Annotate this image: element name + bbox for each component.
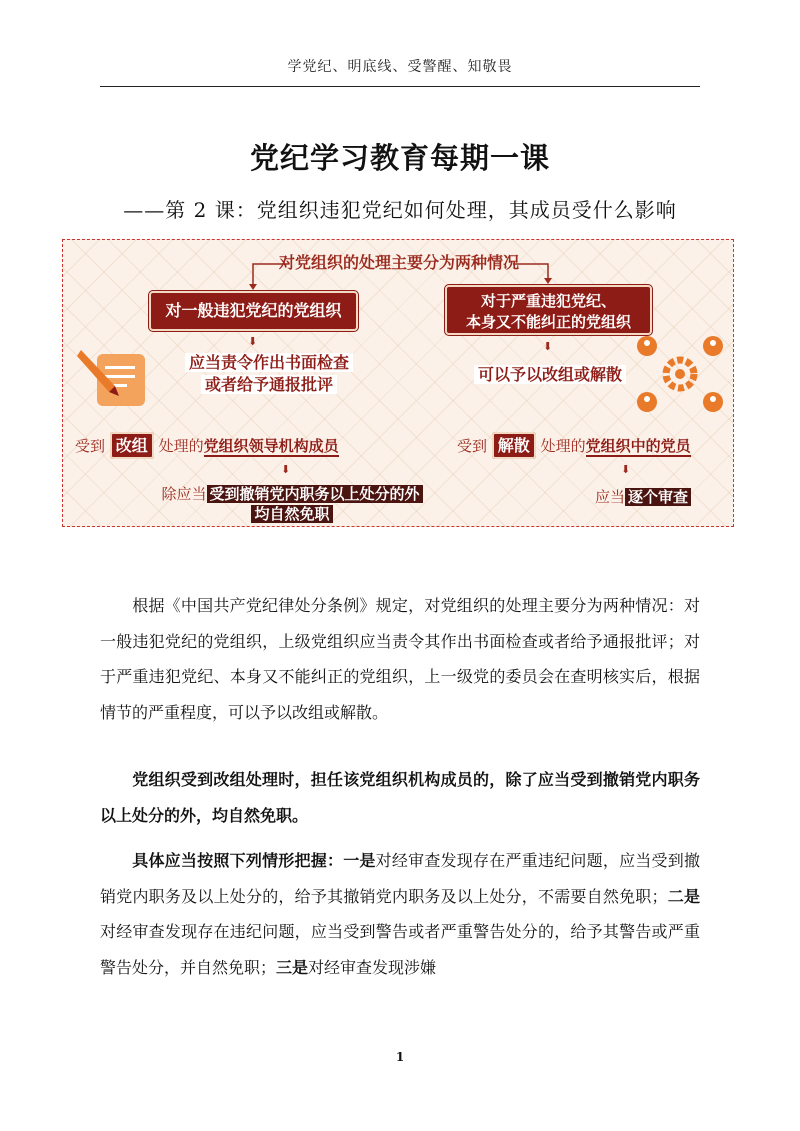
pen-document-icon	[75, 340, 157, 412]
left-row-prefix: 受到	[75, 437, 106, 455]
document-subtitle: ——第 2 课：党组织违犯党纪如何处理，其成员受什么影响	[123, 198, 677, 222]
diagram-top-label: 对党组织的处理主要分为两种情况	[278, 253, 519, 272]
paragraph-2	[100, 762, 700, 833]
right-row	[457, 433, 691, 456]
item-one-label: 一是	[343, 851, 376, 870]
box-serious-line2: 本身又不能纠正的党组织	[465, 313, 631, 331]
page-number: 1	[395, 1050, 405, 1064]
paragraph-2-text: 党组织受到改组处理时，担任该党组织机构成员的，除了应当受到撤销党内职务以上处分的外，均自然免职。	[100, 770, 700, 825]
paragraph-1-text: 根据《中国共产党纪律处分条例》规定，对党组织的处理主要分为两种情况：对一般违犯党纪的党组织，上级党组织应当责令其作出书面检查或者给予通报批评；对于严重违犯党纪、本身又不能纠正的党组织，上一级党的委员会在查明核实后，根据情节的严重程度，可以予以改组或解散。	[100, 596, 700, 722]
paragraph-1	[100, 588, 700, 730]
right-final-a: 应当	[595, 488, 626, 506]
header-divider	[100, 86, 700, 87]
box-general-violation: 对一般违犯党纪的党组织	[149, 291, 358, 331]
people-gear-icon	[635, 332, 725, 416]
item-three-text: 对经审查发现涉嫌	[308, 957, 437, 977]
item-two-text: 对经审查发现存在违纪问题，应当受到警告或者严重警告处分的，给予其警告或严重警告处分，并自然免职；	[100, 922, 700, 977]
right-row-prefix: 受到	[457, 437, 488, 455]
box-serious-violation	[445, 285, 652, 335]
infographic-diagram	[62, 239, 734, 527]
left-final-a: 除应当	[161, 485, 207, 503]
paragraph-3	[100, 843, 700, 985]
page-header: 学党纪、明底线、受警醒、知敬畏	[287, 59, 513, 75]
dissolve-tag: 解散	[492, 432, 536, 459]
right-row-mid: 处理的	[540, 437, 586, 455]
arrow-down-icon: ⬇	[543, 340, 553, 353]
left-result-line1: 应当责令作出书面检查	[185, 353, 353, 372]
left-result-line2: 或者给予通报批评	[201, 375, 337, 394]
left-row-underlined: 党组织领导机构成员	[203, 437, 339, 455]
box-serious-line1: 对于严重违犯党纪、	[480, 292, 616, 310]
right-result-text: 可以予以改组或解散	[474, 365, 626, 384]
arrow-down-icon: ⬇	[621, 463, 631, 476]
right-row-underlined: 党组织中的党员	[585, 437, 691, 455]
paragraph-3-lead: 具体应当按照下列情形把握：	[132, 851, 344, 870]
left-final-b: 受到撤销党内职务以上处分的外	[207, 485, 423, 503]
reorganize-tag: 改组	[110, 432, 154, 459]
arrow-down-icon: ⬇	[281, 463, 291, 476]
item-two-label: 二是	[667, 886, 700, 906]
right-result	[455, 364, 645, 386]
document-title: 党纪学习教育每期一课	[249, 141, 550, 175]
item-three-label: 三是	[276, 957, 309, 977]
left-row	[75, 433, 339, 456]
left-final-c: 均自然免职	[251, 505, 332, 523]
right-final-b: 逐个审查	[625, 488, 691, 506]
left-result	[159, 352, 379, 396]
left-final	[137, 484, 447, 524]
right-final	[595, 486, 691, 507]
left-row-mid: 处理的	[158, 437, 204, 455]
arrow-down-icon: ⬇	[248, 335, 258, 348]
item-one-text: 对经审查发现存在严重违纪问题，应当受到撤销党内职务及以上处分的，给予其撤销党内职务及以上处分，不需要自然免职；	[100, 851, 700, 906]
